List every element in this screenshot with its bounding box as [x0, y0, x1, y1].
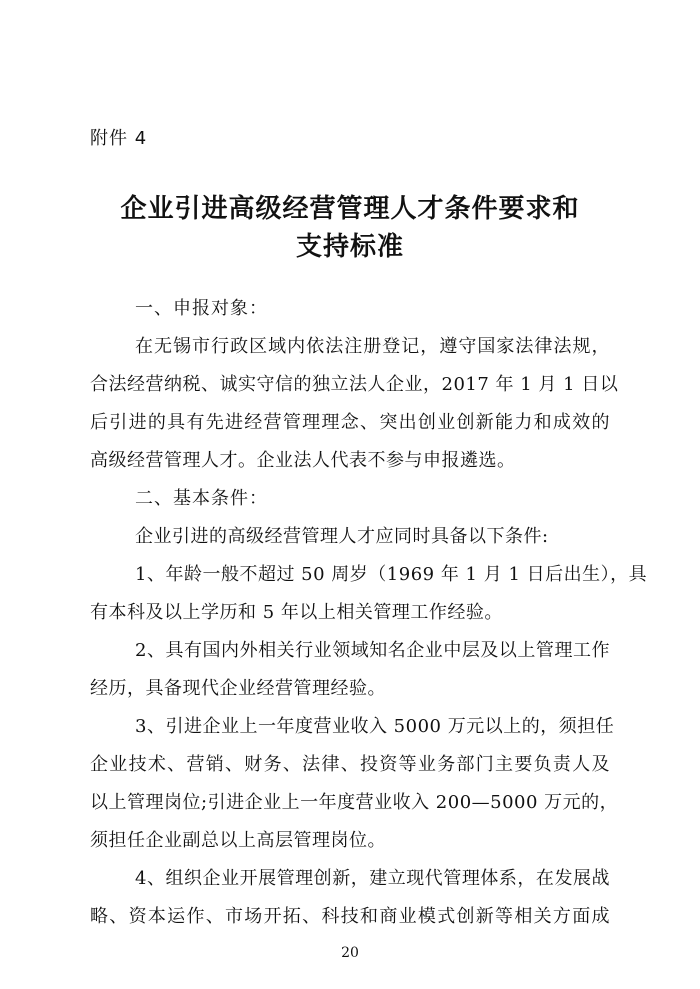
document-title-line-1: 企业引进高级经营管理人才条件要求和: [120, 194, 580, 224]
condition-item-1-line: 有本科及以上学历和 5 年以上相关管理工作经验。: [90, 602, 503, 623]
paragraph-line: 企业引进的高级经营管理人才应同时具备以下条件:: [135, 526, 549, 547]
attachment-label: 附件 4: [90, 128, 148, 149]
condition-item-4-line: 略、资本运作、市场开拓、科技和商业模式创新等相关方面成: [90, 906, 610, 927]
paragraph-line: 在无锡市行政区域内依法注册登记，遵守国家法律法规，: [135, 336, 610, 357]
condition-item-2-line: 经历，具备现代企业经营管理经验。: [90, 678, 386, 699]
condition-item-3-line: 企业技术、营销、财务、法律、投资等业务部门主要负责人及: [90, 754, 610, 775]
document-title-line-2: 支持标准: [295, 232, 404, 262]
paragraph-line: 高级经营管理人才。企业法人代表不参与申报遴选。: [90, 450, 516, 471]
section-heading-applicants: 一、申报对象：: [135, 298, 268, 319]
condition-item-3-line: 须担任企业副总以上高层管理岗位。: [90, 830, 386, 851]
paragraph-line: 合法经营纳税、诚实守信的独立法人企业，2017 年 1 月 1 日以: [90, 374, 619, 395]
section-heading-basic-conditions: 二、基本条件：: [135, 488, 268, 509]
page-number: 20: [341, 945, 359, 961]
condition-item-4-line: 4、组织企业开展管理创新，建立现代管理体系，在发展战: [135, 868, 610, 889]
paragraph-line: 后引进的具有先进经营管理理念、突出创业创新能力和成效的: [90, 412, 610, 433]
condition-item-1-line: 1、年龄一般不超过 50 周岁（1969 年 1 月 1 日后出生），具: [135, 564, 648, 585]
condition-item-2-line: 2、具有国内外相关行业领域知名企业中层及以上管理工作: [135, 640, 610, 661]
condition-item-3-line: 3、引进企业上一年度营业收入 5000 万元以上的，须担任: [135, 716, 615, 737]
condition-item-3-line: 以上管理岗位;引进企业上一年度营业收入 200—5000 万元的，: [90, 792, 619, 813]
